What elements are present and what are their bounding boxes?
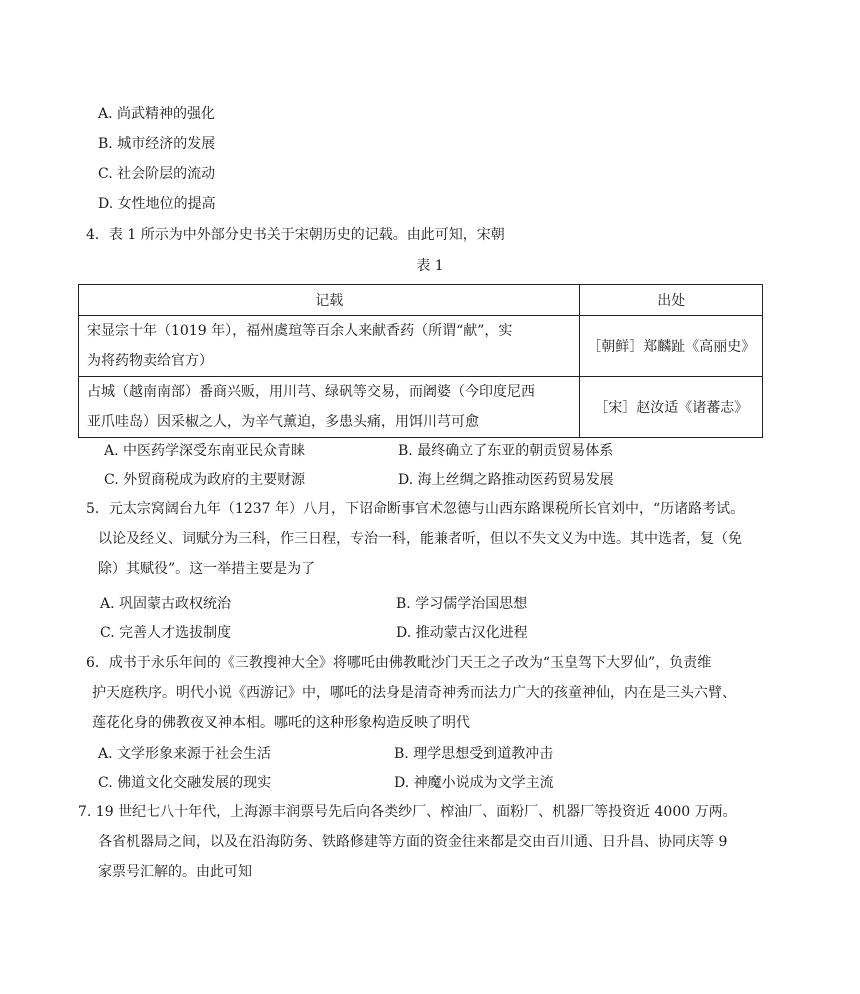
q4-option-d: D. 海上丝绸之路推动医药贸易发展 — [398, 472, 614, 488]
record-line: 宋显宗十年（1019 年），福州虞瑄等百余人来献香药（所谓“献”，实 — [87, 323, 513, 339]
q5-stem-line: 除）其赋役”。这一举措主要是为了 — [98, 561, 316, 577]
q6-stem-line: 莲花化身的佛教夜叉神本相。哪吒的这种形象构造反映了明代 — [92, 715, 470, 731]
q5-option-a: A. 巩固蒙古政权统治 — [100, 596, 232, 612]
q6-option-b: B. 理学思想受到道教冲击 — [394, 746, 554, 762]
q6-option-c: C. 佛道文化交融发展的现实 — [98, 775, 272, 791]
record-line: 为将药物卖给官方） — [87, 353, 213, 369]
header-source: 出处 — [580, 285, 763, 316]
q4-option-a: A. 中医药学深受东南亚民众青睐 — [104, 443, 306, 459]
table-row — [79, 377, 763, 438]
q5-option-b: B. 学习儒学治国思想 — [396, 596, 528, 612]
source-cell: ［朝鲜］郑麟趾《高丽史》 — [580, 316, 763, 377]
table-header-row — [79, 285, 763, 316]
q5-stem-line: 以论及经义、词赋分为三科，作三日程，专治一科，能兼者听，但以不失文义为中选。其中选者，复（免 — [98, 531, 742, 547]
table-row — [79, 316, 763, 377]
q6-option-d: D. 神魔小说成为文学主流 — [394, 775, 554, 791]
q7-stem-line: 7. 19 世纪七八十年代，上海源丰润票号先后向各类纱厂、榨油厂、面粉厂、机器厂等投资近 4000 万两。 — [78, 804, 737, 820]
q6-stem-line: 6．成书于永乐年间的《三教搜神大全》将哪吒由佛教毗沙门天王之子改为“玉皇驾下大罗仙”，负责维 — [86, 655, 712, 671]
q3-option-d: D. 女性地位的提高 — [98, 196, 216, 212]
q5-option-d: D. 推动蒙古汉化进程 — [396, 625, 528, 641]
record-line: 占城（越南南部）番商兴贩，用川芎、绿矾等交易，而阇婆（今印度尼西 — [87, 384, 535, 400]
q5-option-c: C. 完善人才选拔制度 — [100, 625, 232, 641]
q5-stem-line: 5．元太宗窝阔台九年（1237 年）八月，下诏命断事官术忽德与山西东路课税所长官刘中，“历诸路考试。 — [86, 501, 745, 517]
q7-stem-line: 各省机器局之间，以及在沿海防务、铁路修建等方面的资金往来都是交由百川通、日升昌、协同庆等 9 — [98, 834, 728, 850]
q3-option-c: C. 社会阶层的流动 — [98, 166, 216, 182]
table-caption: 表 1 — [416, 258, 444, 274]
q3-option-b: B. 城市经济的发展 — [98, 136, 216, 152]
history-records-table — [78, 284, 763, 438]
record-cell — [79, 377, 580, 438]
q6-option-a: A. 文学形象来源于社会生活 — [98, 746, 272, 762]
record-line: 亚爪哇岛）因采椒之人，为辛气薰迫，多患头痛，用饵川芎可愈 — [87, 414, 479, 430]
q4-stem: 4．表 1 所示为中外部分史书关于宋朝历史的记载。由此可知，宋朝 — [86, 227, 505, 243]
record-cell — [79, 316, 580, 377]
q6-stem-line: 护天庭秩序。明代小说《西游记》中，哪吒的法身是清奇神秀而法力广大的孩童神仙，内在是三头六臂、 — [92, 685, 736, 701]
q4-option-c: C. 外贸商税成为政府的主要财源 — [104, 472, 306, 488]
source-cell: ［宋］赵汝适《诸蕃志》 — [580, 377, 763, 438]
q4-option-b: B. 最终确立了东亚的朝贡贸易体系 — [398, 443, 614, 459]
q3-option-a: A. 尚武精神的强化 — [98, 106, 216, 122]
q7-stem-line: 家票号汇解的。由此可知 — [98, 864, 252, 880]
header-record: 记载 — [79, 285, 580, 316]
